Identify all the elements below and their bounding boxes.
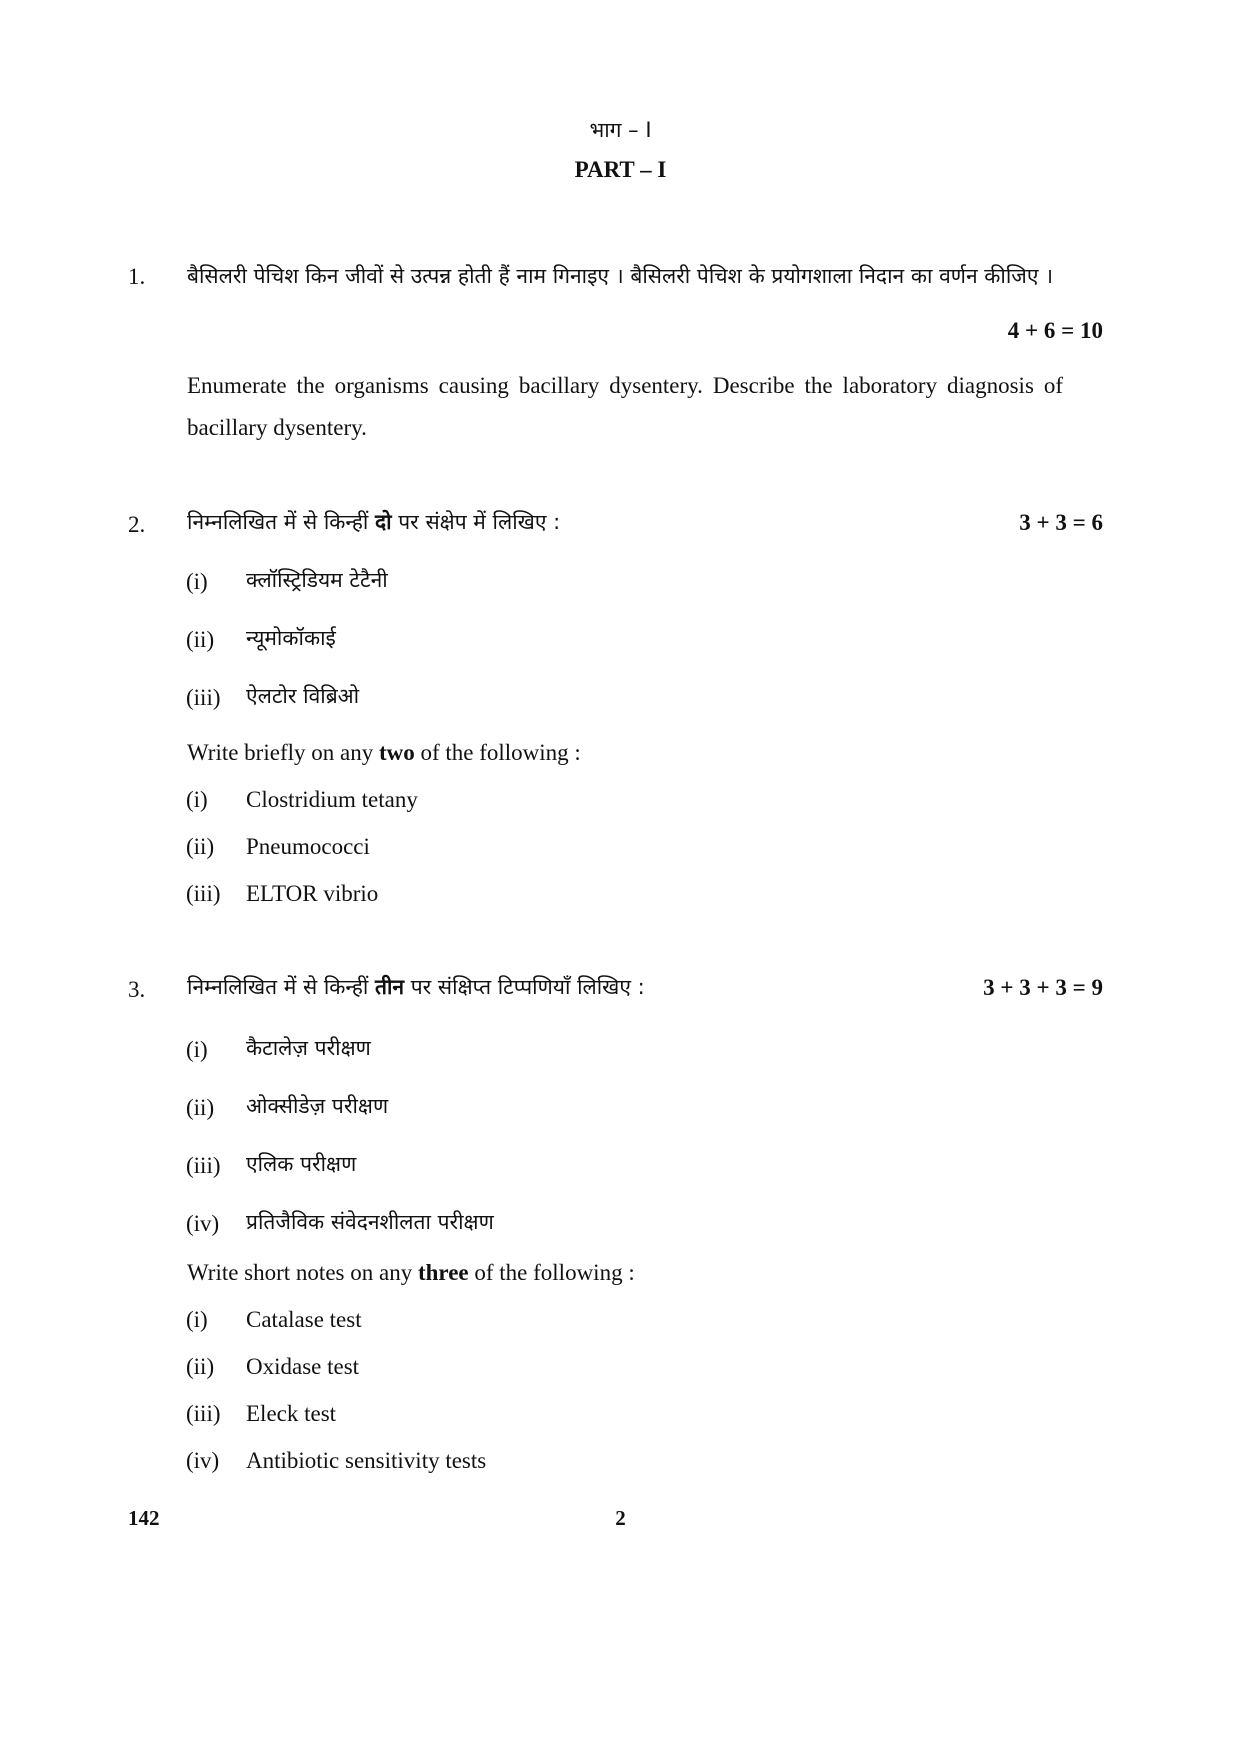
question-number: 1. xyxy=(128,264,146,289)
prompt-text: of the following : xyxy=(468,1260,635,1285)
item-roman: (ii) xyxy=(186,627,215,652)
english-item: ELTOR vibrio xyxy=(246,881,379,906)
english-item: Catalase test xyxy=(246,1307,362,1332)
prompt-emphasis: दो xyxy=(374,510,392,534)
item-roman: (i) xyxy=(186,1037,208,1062)
hindi-item: ऐलटोर विब्रिओ xyxy=(246,684,360,708)
question-marks: 3 + 3 = 6 xyxy=(1019,510,1103,535)
english-item: Clostridium tetany xyxy=(246,787,418,812)
prompt-text: निम्नलिखित में से किन्हीं xyxy=(187,975,375,999)
prompt-text: Write short notes on any xyxy=(187,1260,418,1285)
prompt-text: निम्नलिखित में से किन्हीं xyxy=(187,510,375,534)
prompt-emphasis: three xyxy=(417,1260,469,1285)
hindi-item: प्रतिजैविक संवेदनशीलता परीक्षण xyxy=(246,1210,494,1234)
prompt-text: पर संक्षेप में लिखिए : xyxy=(391,510,561,534)
item-roman: (iii) xyxy=(186,881,221,906)
paper-code: 142 xyxy=(128,1506,160,1530)
question-hindi-text: बैसिलरी पेचिश किन जीवों से उत्पन्न होती हैं नाम गिनाइए । बैसिलरी पेचिश के प्रयोगशाला निदान का वर्णन कीजिए । xyxy=(187,264,1054,288)
english-part-title: PART – I xyxy=(574,157,667,182)
item-roman: (i) xyxy=(186,787,208,812)
question-number: 3. xyxy=(128,977,146,1002)
english-item: Oxidase test xyxy=(246,1354,360,1379)
page-number: 2 xyxy=(615,1506,626,1530)
english-item: Antibiotic sensitivity tests xyxy=(246,1448,487,1473)
hindi-item: एलिक परीक्षण xyxy=(246,1152,357,1176)
item-roman: (iii) xyxy=(186,685,221,710)
question-english-prompt xyxy=(187,740,581,766)
item-roman: (ii) xyxy=(186,1354,215,1379)
item-roman: (iii) xyxy=(186,1401,221,1426)
question-marks: 3 + 3 + 3 = 9 xyxy=(983,975,1103,1000)
question-number: 2. xyxy=(128,512,146,537)
question-english-text: Enumerate the organisms causing bacillary dysentery. Describe the laboratory diagnosis of bacillary dysentery. xyxy=(187,373,1063,440)
question-marks: 4 + 6 = 10 xyxy=(1007,318,1103,343)
item-roman: (i) xyxy=(186,1307,208,1332)
hindi-item: कैटालेज़ परीक्षण xyxy=(246,1036,371,1060)
item-roman: (iii) xyxy=(186,1153,221,1178)
prompt-emphasis: two xyxy=(378,740,415,765)
english-item: Eleck test xyxy=(246,1401,337,1426)
item-roman: (iv) xyxy=(186,1448,220,1473)
question-hindi-prompt xyxy=(187,508,560,536)
prompt-text: Write briefly on any xyxy=(187,740,379,765)
item-roman: (iv) xyxy=(186,1211,220,1236)
prompt-text: पर संक्षिप्त टिप्पणियाँ लिखिए : xyxy=(404,975,645,999)
prompt-emphasis: तीन xyxy=(374,975,405,999)
hindi-part-title: भाग – I xyxy=(589,118,652,142)
question-hindi-prompt xyxy=(187,973,645,1001)
hindi-item: क्लॉस्ट्रिडियम टेटैनी xyxy=(246,568,388,592)
english-item: Pneumococci xyxy=(246,834,370,859)
prompt-text: of the following : xyxy=(414,740,581,765)
hindi-item: न्यूमोकॉकाई xyxy=(246,626,336,650)
item-roman: (ii) xyxy=(186,1095,215,1120)
item-roman: (ii) xyxy=(186,834,215,859)
item-roman: (i) xyxy=(186,569,208,594)
hindi-item: ओक्सीडेज़ परीक्षण xyxy=(246,1094,389,1118)
question-english-prompt xyxy=(187,1260,635,1286)
